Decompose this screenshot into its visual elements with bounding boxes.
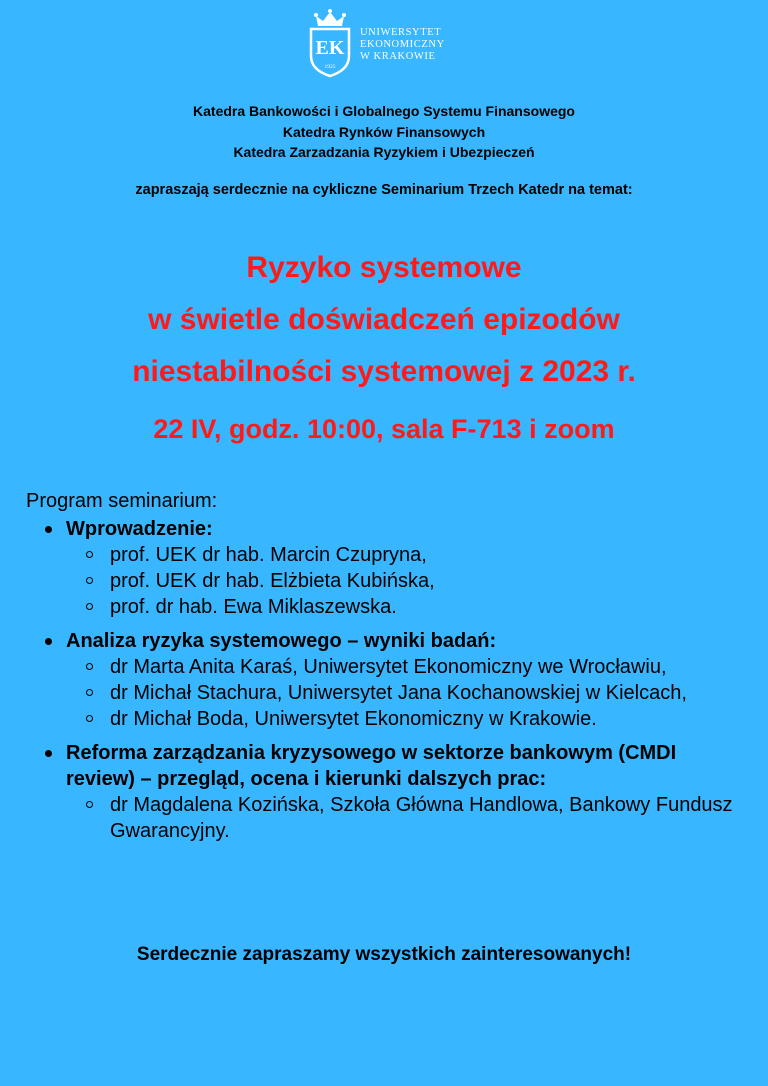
invitation-text: zapraszają serdecznie na cykliczne Seminarium Trzech Katedr na temat: xyxy=(135,182,633,198)
departments xyxy=(0,101,768,163)
department-name: Katedra Zarzadzania Ryzykiem i Ubezpieczeń xyxy=(233,144,535,160)
logo-line: EKONOMICZNY xyxy=(360,39,445,50)
university-logo xyxy=(306,8,466,80)
speaker: prof. dr hab. Ewa Miklaszewska. xyxy=(110,596,397,618)
svg-text:EK: EK xyxy=(315,37,345,59)
logo-line: UNIWERSYTET xyxy=(360,27,442,38)
section-title: Reforma zarządzania kryzysowego w sektorze bankowym (CMDI review) – przegląd, ocena i kierunki dalszych prac: xyxy=(66,742,677,790)
bullet-icon xyxy=(45,526,52,533)
list-item xyxy=(66,706,746,732)
section-title: Wprowadzenie: xyxy=(66,518,213,540)
speaker: dr Magdalena Kozińska, Szkoła Główna Handlowa, Bankowy Fundusz Gwarancyjny. xyxy=(110,794,733,842)
circle-bullet-icon xyxy=(86,577,93,584)
speaker: dr Michał Boda, Uniwersytet Ekonomiczny w Krakowie. xyxy=(110,708,597,730)
circle-bullet-icon xyxy=(86,663,93,670)
list-item xyxy=(66,680,746,706)
program-section xyxy=(26,628,746,732)
circle-bullet-icon xyxy=(86,603,93,610)
circle-bullet-icon xyxy=(86,689,93,696)
bullet-icon xyxy=(45,750,52,757)
program xyxy=(26,488,746,844)
speaker: prof. UEK dr hab. Marcin Czupryna, xyxy=(110,544,427,566)
seminar-title xyxy=(0,242,768,398)
list-item xyxy=(66,792,746,844)
program-section xyxy=(26,516,746,620)
uek-crest-logo-icon xyxy=(306,8,354,78)
list-item xyxy=(66,542,746,568)
title-line: niestabilności systemowej z 2023 r. xyxy=(132,355,636,388)
bullet-icon xyxy=(45,638,52,645)
circle-bullet-icon xyxy=(86,715,93,722)
speaker: prof. UEK dr hab. Elżbieta Kubińska, xyxy=(110,570,435,592)
title-line: w świetle doświadczeń epizodów xyxy=(148,303,620,336)
list-item xyxy=(66,568,746,594)
speaker: dr Marta Anita Karaś, Uniwersytet Ekonomiczny we Wrocławiu, xyxy=(110,656,667,678)
department-name: Katedra Bankowości i Globalnego Systemu Finansowego xyxy=(193,103,575,119)
logo-line: W KRAKOWIE xyxy=(360,51,436,62)
date-location: 22 IV, godz. 10:00, sala F-713 i zoom xyxy=(153,414,615,444)
svg-text:1925: 1925 xyxy=(324,64,336,70)
list-item xyxy=(66,594,746,620)
list-item xyxy=(66,654,746,680)
closing-text: Serdecznie zapraszamy wszystkich zainteresowanych! xyxy=(136,944,632,965)
program-section xyxy=(26,740,746,844)
circle-bullet-icon xyxy=(86,551,93,558)
circle-bullet-icon xyxy=(86,801,93,808)
section-title: Analiza ryzyka systemowego – wyniki badań: xyxy=(66,630,497,652)
university-name xyxy=(360,27,445,63)
program-label: Program seminarium: xyxy=(26,490,218,512)
department-name: Katedra Rynków Finansowych xyxy=(282,123,486,140)
speaker: dr Michał Stachura, Uniwersytet Jana Kochanowskiej w Kielcach, xyxy=(110,682,687,704)
title-line: Ryzyko systemowe xyxy=(246,251,522,284)
